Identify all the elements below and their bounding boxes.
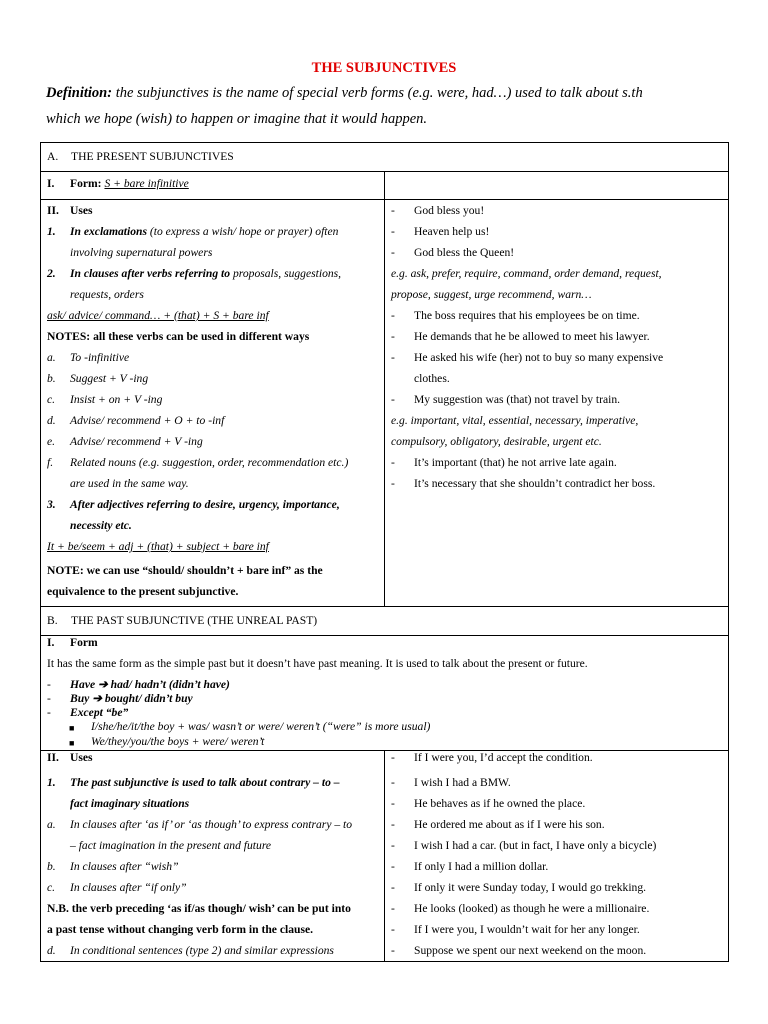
way-f-line-2: are used in the same way. (70, 477, 189, 490)
example-continuation: clothes. (414, 372, 450, 385)
section-b-heading (41, 607, 729, 636)
bullet-icon: ■ (69, 723, 75, 733)
sub-c: In clauses after “if only” (70, 881, 187, 894)
subjunctives-table (40, 142, 729, 962)
sub-b: In clauses after “wish” (70, 860, 179, 873)
way-marker: b. (47, 372, 56, 385)
example: If only I had a million dollar. (414, 860, 549, 873)
note-2-line-1: NOTE: we can use “should/ shouldn’t + bare inf” as the (47, 564, 323, 577)
example: If I were you, I wouldn’t wait for her any longer. (414, 923, 640, 936)
section-a-uses-cell (41, 200, 385, 607)
example: He ordered me about as if I were his son. (414, 818, 605, 831)
dash: - (391, 881, 395, 894)
section-b-form-marker: I. (47, 636, 55, 649)
be-item: We/they/you/the boys + were/ weren’t (91, 735, 265, 748)
dash: - (391, 309, 395, 322)
sub-b-marker: b. (47, 860, 56, 873)
dash: - (391, 351, 395, 364)
example: He behaves as if he owned the place. (414, 797, 586, 810)
way-marker: c. (47, 393, 56, 406)
be-item: I/she/he/it/the boy + was/ wasn’t or were/ weren’t (“were” is more usual) (91, 720, 431, 733)
pattern-2: It + be/seem + adj + (that) + subject + bare inf (47, 540, 269, 553)
notes: NOTES: all these verbs can be used in different ways (47, 330, 310, 343)
sub-d-marker: d. (47, 944, 56, 957)
use-2-marker: 2. (47, 267, 56, 280)
section-a-examples-cell (385, 200, 729, 607)
way-item: Insist + on + V -ing (70, 393, 163, 406)
dash: - (391, 456, 395, 469)
dash: - (47, 706, 51, 719)
section-a-heading (41, 143, 729, 172)
section-b-marker: B. (47, 614, 58, 627)
way-marker: f. (47, 456, 54, 469)
section-b-title: THE PAST SUBJUNCTIVE (THE UNREAL PAST) (71, 614, 318, 627)
use-2-rest: proposals, suggestions, (232, 267, 342, 280)
dash: - (391, 776, 395, 789)
section-a-form-label: Form: (70, 177, 102, 190)
example: God bless you! (414, 204, 485, 217)
definition-lead: Definition: (46, 85, 113, 101)
example: If I were you, I’d accept the condition. (414, 751, 593, 764)
way-item: To -infinitive (70, 351, 130, 364)
eg-adj-line-2: compulsory, obligatory, desirable, urgent etc. (391, 435, 602, 448)
way-marker: d. (47, 414, 56, 427)
dash: - (391, 204, 395, 217)
example: He looks (looked) as though he were a millionaire. (414, 902, 650, 915)
example: He demands that he be allowed to meet his lawyer. (414, 330, 650, 343)
dash: - (391, 393, 395, 406)
section-b-header-row (41, 607, 729, 636)
section-a-uses-row (41, 200, 729, 607)
section-b-examples-cell (385, 751, 729, 962)
section-a-marker: A. (47, 150, 59, 163)
dash: - (391, 860, 395, 873)
example: I wish I had a car. (but in fact, I have only a bicycle) (414, 839, 657, 852)
section-b-uses-marker: II. (47, 751, 59, 764)
example: Suppose we spent our next weekend on the moon. (414, 944, 647, 957)
way-item: Advise/ recommend + O + to -inf (70, 414, 225, 427)
use-1-rest: (to express a wish/ hope or prayer) often (149, 225, 339, 238)
example: It’s important (that) he not arrive late again. (414, 456, 617, 469)
section-a-form-empty-cell (385, 172, 729, 200)
note-2-line-2: equivalence to the present subjunctive. (47, 585, 239, 598)
dash: - (391, 477, 395, 490)
definition-line-2: which we hope (wish) to happen or imagine that it would happen. (46, 111, 428, 127)
section-a-uses-marker: II. (47, 204, 59, 217)
eg-verbs-line-1: e.g. ask, prefer, require, command, order demand, request, (391, 267, 662, 280)
use-2-line-2: requests, orders (70, 288, 144, 301)
section-a-uses-label: Uses (70, 204, 93, 217)
section-a-form-cell (41, 172, 385, 200)
sub-a-line-2: – fact imagination in the present and future (70, 839, 272, 852)
dash: - (391, 225, 395, 238)
sub-d: In conditional sentences (type 2) and similar expressions (70, 944, 334, 957)
eg-verbs-line-2: propose, suggest, urge recommend, warn… (391, 288, 592, 301)
section-b-form-label: Form (70, 636, 98, 649)
use-3-line-2: necessity etc. (70, 519, 132, 532)
example: If only it were Sunday today, I would go trekking. (414, 881, 647, 894)
use-3-line-1: After adjectives referring to desire, urgency, importance, (70, 498, 340, 511)
b-use-1-line-2: fact imaginary situations (70, 797, 190, 810)
b-use-1-line-1: The past subjunctive is used to talk about contrary – to – (70, 776, 340, 789)
dash: - (47, 692, 51, 705)
use-1-marker: 1. (47, 225, 56, 238)
sub-c-marker: c. (47, 881, 56, 894)
dash: - (391, 797, 395, 810)
use-3-marker: 3. (47, 498, 56, 511)
dash: - (391, 330, 395, 343)
section-a-header-row (41, 143, 729, 172)
section-b-form-row (41, 636, 729, 751)
nb-line-1: N.B. the verb preceding ‘as if/as though/ wish’ can be put into (47, 902, 351, 915)
example: The boss requires that his employees be on time. (414, 309, 640, 322)
dash: - (391, 818, 395, 831)
use-1-line-2: involving supernatural powers (70, 246, 213, 259)
section-b-uses-cell (41, 751, 385, 962)
section-b-form-desc: It has the same form as the simple past but it doesn’t have past meaning. It is used to talk about the present or future. (47, 657, 588, 670)
form-item: Except “be” (70, 706, 129, 719)
definition (46, 80, 736, 132)
form-item: Buy ➔ bought/ didn’t buy (70, 692, 193, 705)
dash: - (391, 944, 395, 957)
dash: - (391, 246, 395, 259)
nb-line-2: a past tense without changing verb form in the clause. (47, 923, 314, 936)
section-b-uses-label: Uses (70, 751, 93, 764)
way-item: Advise/ recommend + V -ing (70, 435, 203, 448)
example: It’s necessary that she shouldn’t contradict her boss. (414, 477, 656, 490)
pattern-1: ask/ advice/ command… + (that) + S + bare inf (47, 309, 269, 322)
section-a-form-value: S + bare infinitive (104, 177, 189, 190)
dash: - (391, 751, 395, 764)
use-2-bold: In clauses after verbs referring to (70, 267, 231, 280)
b-use-1-marker: 1. (47, 776, 56, 789)
page-title: THE SUBJUNCTIVES (311, 60, 457, 76)
dash: - (391, 902, 395, 915)
use-1-bold: In exclamations (70, 225, 147, 238)
section-a-form-row (41, 172, 729, 200)
section-a-form-marker: I. (47, 177, 55, 190)
way-item: Related nouns (e.g. suggestion, order, recommendation etc.) (70, 456, 349, 469)
form-item: Have ➔ had/ hadn’t (didn’t have) (70, 678, 230, 691)
section-b-uses-row (41, 751, 729, 962)
eg-adj-line-1: e.g. important, vital, essential, necessary, imperative, (391, 414, 639, 427)
bullet-icon: ■ (69, 738, 75, 748)
dash: - (391, 923, 395, 936)
example: God bless the Queen! (414, 246, 515, 259)
dash: - (47, 678, 51, 691)
way-item: Suggest + V -ing (70, 372, 149, 385)
example: He asked his wife (her) not to buy so many expensive (414, 351, 664, 364)
definition-line-1: the subjunctives is the name of special verb forms (e.g. were, had…) used to talk about s.th (115, 85, 643, 101)
section-b-form-cell (41, 636, 729, 751)
example: I wish I had a BMW. (414, 776, 511, 789)
sub-a-line-1: In clauses after ‘as if’ or ‘as though’ to express contrary – to (70, 818, 353, 831)
section-a-title: THE PRESENT SUBJUNCTIVES (71, 150, 234, 163)
way-marker: e. (47, 435, 56, 448)
dash: - (391, 839, 395, 852)
example: Heaven help us! (414, 225, 490, 238)
way-marker: a. (47, 351, 56, 364)
example: My suggestion was (that) not travel by train. (414, 393, 621, 406)
sub-a-marker: a. (47, 818, 56, 831)
